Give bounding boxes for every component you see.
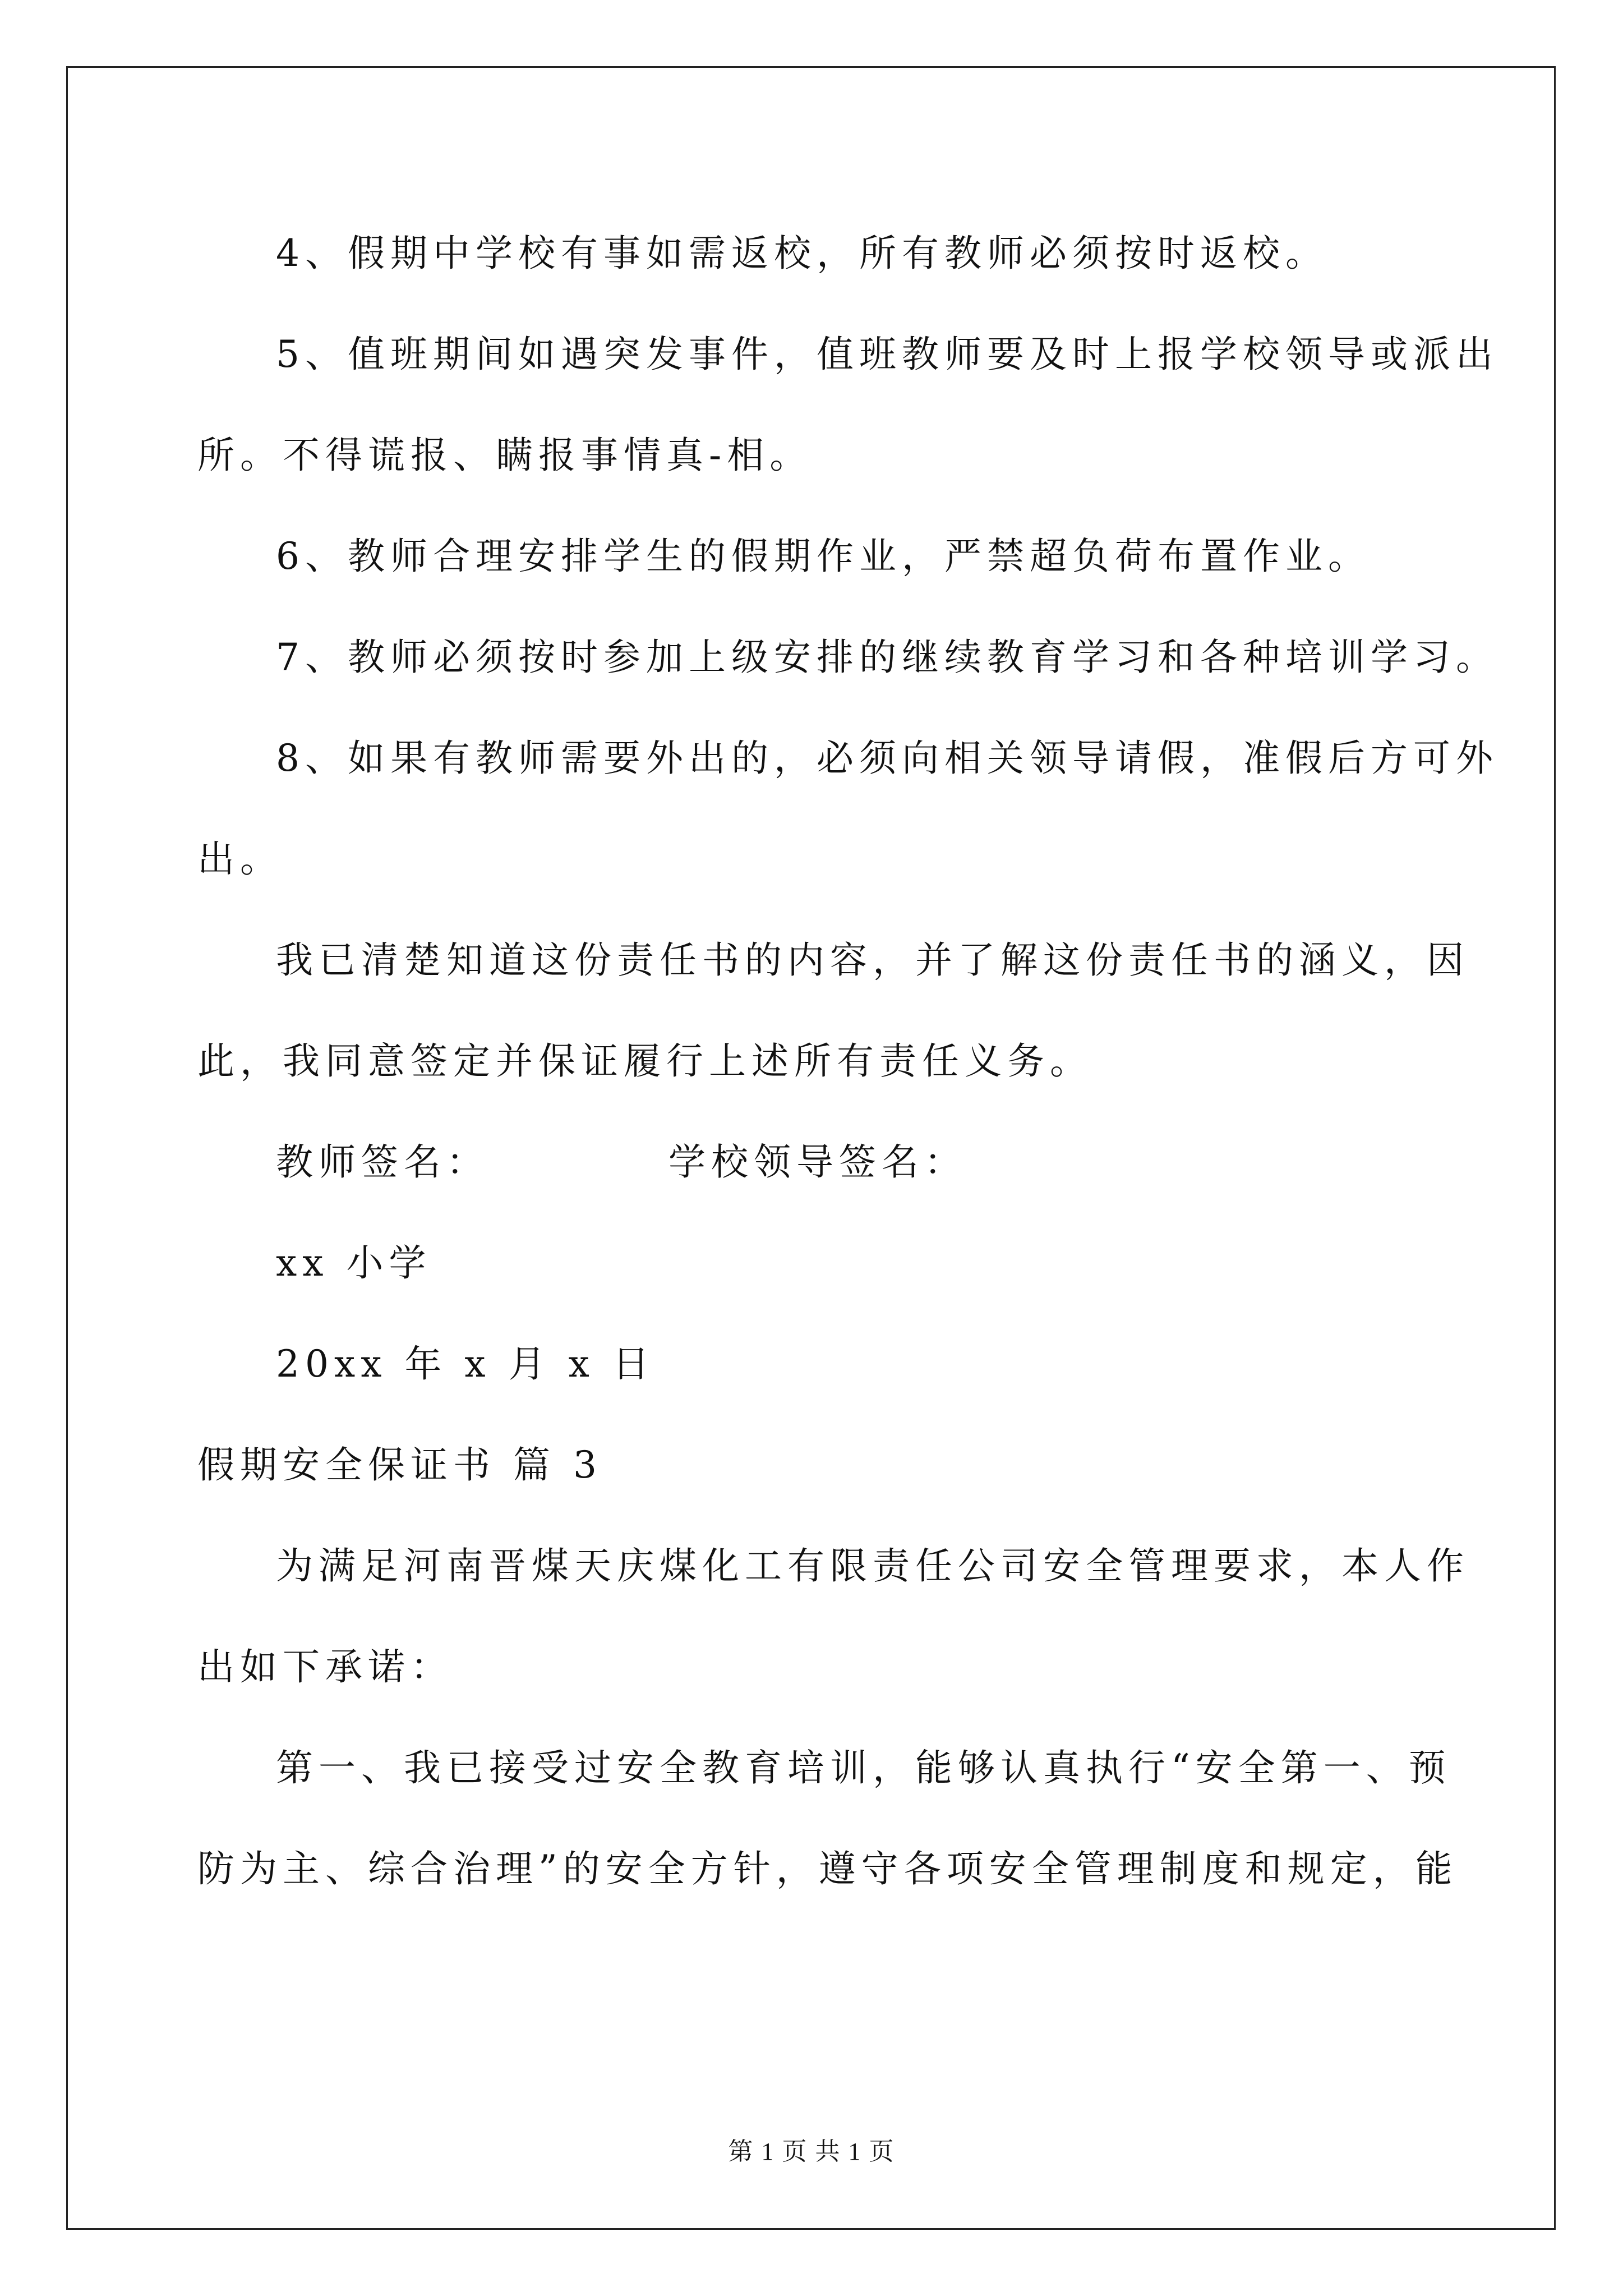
item-6: 6、教师合理安排学生的假期作业，严禁超负荷布置作业。 xyxy=(276,535,1371,578)
date-line: 20xx 年 x 月 x 日 xyxy=(276,1342,655,1386)
teacher-signature-label: 教师签名： xyxy=(276,1140,489,1184)
section3-intro-line-2: 出如下承诺： xyxy=(197,1645,453,1688)
item-4: 4、假期中学校有事如需返校，所有教师必须按时返校。 xyxy=(276,232,1328,275)
item-5-line-1: 5、值班期间如遇突发事件，值班教师要及时上报学校领导或派出 xyxy=(276,333,1498,376)
section3-first-line-2: 防为主、综合治理”的安全方针，遵守各项安全管理制度和规定，能 xyxy=(197,1847,1458,1890)
section3-first-line-1: 第一、我已接受过安全教育培训，能够认真执行“安全第一、预 xyxy=(276,1746,1451,1789)
page-footer: 第 1 页 共 1 页 xyxy=(728,2138,895,2165)
item-5-line-2: 所。不得谎报、瞒报事情真-相。 xyxy=(197,434,813,477)
signature-row xyxy=(276,1140,967,1185)
school-name: xx 小学 xyxy=(276,1241,432,1285)
section-title: 假期安全保证书 篇 3 xyxy=(197,1443,602,1487)
declaration-line-1: 我已清楚知道这份责任书的内容，并了解这份责任书的涵义，因 xyxy=(276,938,1469,982)
leader-signature-label: 学校领导签名： xyxy=(668,1140,967,1184)
item-8-line-1: 8、如果有教师需要外出的，必须向相关领导请假，准假后方可外 xyxy=(276,737,1498,780)
item-7: 7、教师必须按时参加上级安排的继续教育学习和各种培训学习。 xyxy=(276,636,1498,679)
declaration-line-2: 此，我同意签定并保证履行上述所有责任义务。 xyxy=(197,1039,1092,1083)
item-8-line-2: 出。 xyxy=(197,838,283,881)
section3-intro-line-1: 为满足河南晋煤天庆煤化工有限责任公司安全管理要求，本人作 xyxy=(276,1544,1469,1588)
